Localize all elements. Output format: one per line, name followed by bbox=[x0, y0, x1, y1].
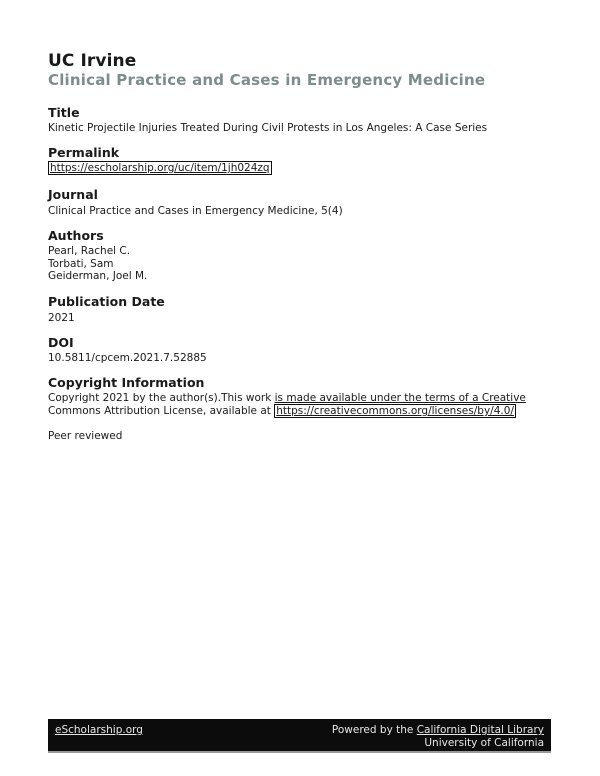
journal-value: Clinical Practice and Cases in Emergency Medicine, 5(4) bbox=[48, 205, 343, 217]
powered-by-text: Powered by the bbox=[331, 724, 417, 736]
university-label: University of California bbox=[424, 737, 544, 749]
author-item: Geiderman, Joel M. bbox=[48, 270, 148, 282]
peer-reviewed-label: Peer reviewed bbox=[48, 430, 123, 442]
escholarship-link[interactable]: eScholarship.org bbox=[55, 724, 143, 736]
journal-name-heading: Clinical Practice and Cases in Emergency Medicine bbox=[48, 71, 486, 89]
author-item: Pearl, Rachel C. bbox=[48, 245, 131, 257]
permalink-heading: Permalink bbox=[48, 145, 120, 160]
copyright-underlined-text: is made available under the terms of a Creative bbox=[274, 392, 526, 404]
license-link[interactable]: https://creativecommons.org/licenses/by/4.0/ bbox=[276, 405, 514, 417]
author-item: Torbati, Sam bbox=[48, 258, 114, 270]
doi-heading: DOI bbox=[48, 335, 74, 350]
publication-date-value: 2021 bbox=[48, 312, 75, 324]
footer-bar bbox=[48, 719, 551, 753]
copyright-heading: Copyright Information bbox=[48, 375, 205, 390]
copyright-text: Commons Attribution License, available at bbox=[48, 405, 275, 417]
journal-heading: Journal bbox=[48, 187, 98, 202]
doi-value: 10.5811/cpcem.2021.7.52885 bbox=[48, 352, 207, 364]
title-value: Kinetic Projectile Injuries Treated During Civil Protests in Los Angeles: A Case Series bbox=[48, 122, 488, 134]
cdl-link[interactable]: California Digital Library bbox=[416, 724, 544, 736]
powered-by-line bbox=[332, 724, 544, 736]
title-heading: Title bbox=[48, 105, 80, 120]
copyright-line-1 bbox=[48, 392, 526, 405]
copyright-line-2 bbox=[48, 405, 516, 418]
authors-heading: Authors bbox=[48, 228, 104, 243]
institution-name: UC Irvine bbox=[48, 51, 137, 71]
permalink-link[interactable]: https://escholarship.org/uc/item/1jh024zq bbox=[50, 162, 270, 174]
publication-date-heading: Publication Date bbox=[48, 294, 165, 309]
copyright-text: Copyright 2021 by the author(s).This work bbox=[48, 392, 275, 404]
